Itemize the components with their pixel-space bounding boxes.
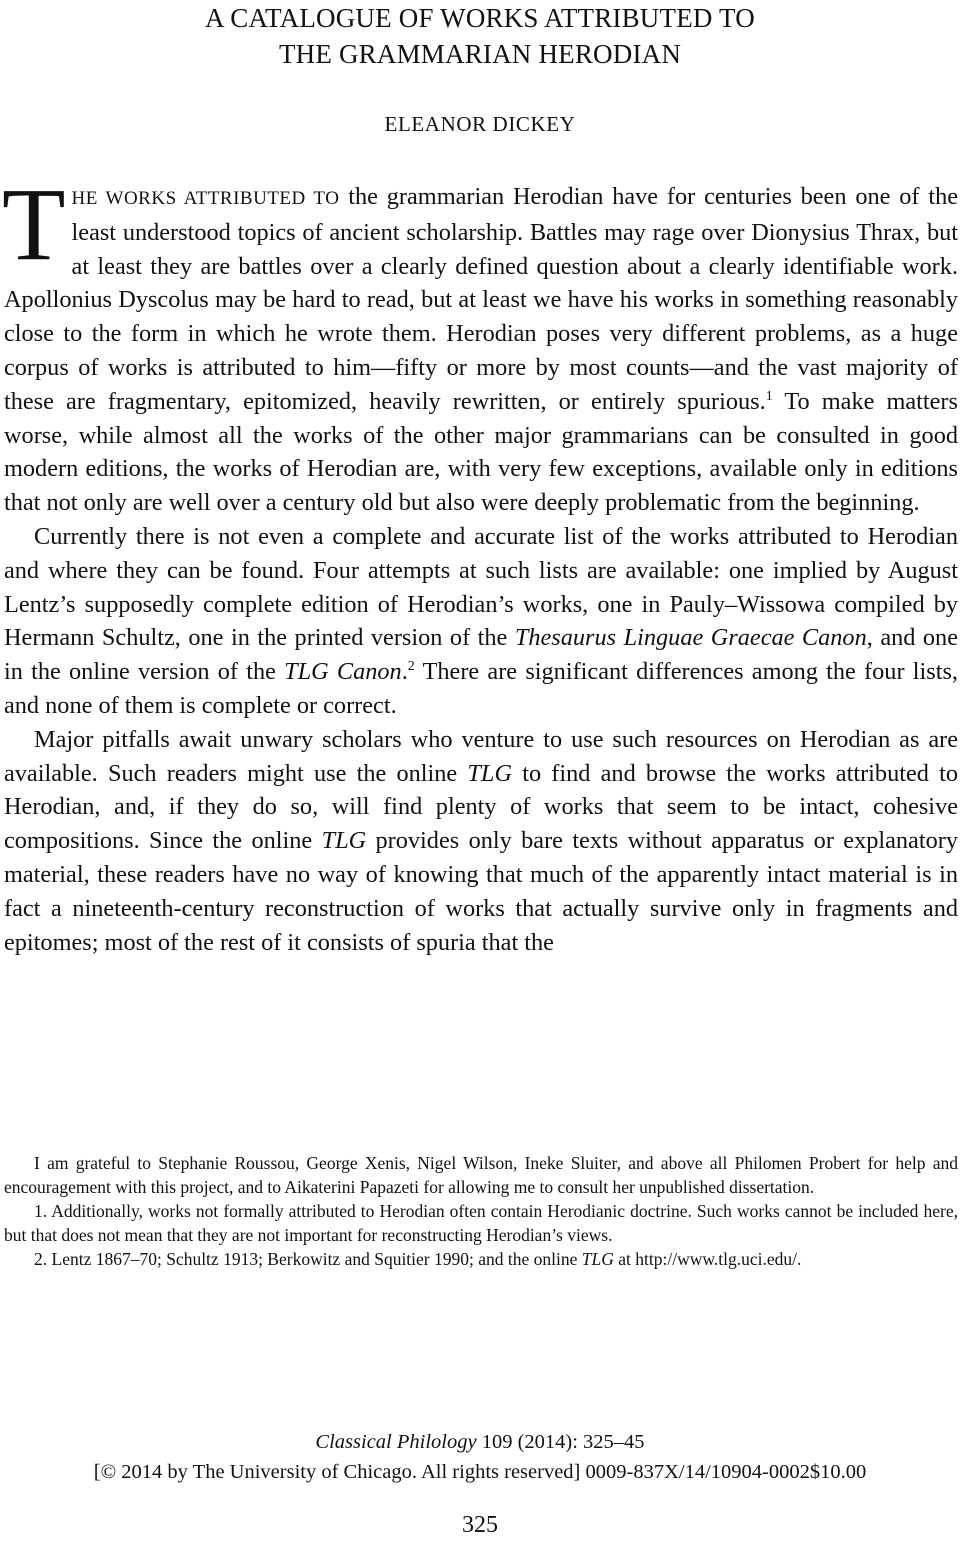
journal-citation (0, 1427, 960, 1487)
footnote-ref-1[interactable]: 1 (765, 388, 773, 404)
article-title-line-1: A CATALOGUE OF WORKS ATTRIBUTED TO (205, 3, 755, 33)
article-body (2, 167, 958, 959)
paragraph-1-text-a: the grammarian Herodian have for centuries been one of the least understood topics of ancient scholarship. Battles may rage over Dionysius Thrax, but at least they are battles over a clearly defined question about a clearly identifiable work. Apollonius Dyscolus may be hard to read, but at least we have his works in something reasonably close to the form in which he wrote them. Herodian poses very different problems, as a huge corpus of works is attributed to him—fifty or more by most counts—and the vast majority of these are fragmentary, epitomized, heavily rewritten, or entirely spurious. (4, 183, 958, 415)
paragraph-2 (4, 520, 958, 723)
footnote-2-tlg: TLG (581, 1249, 614, 1269)
paragraph-3-text-a: Major pitfalls await unwary scholars who venture to use such resources on Herodian as are available. Such readers might use the online (4, 725, 958, 787)
footnote-2-text-a: 2. Lentz 1867–70; Schultz 1913; Berkowitz and Squitier 1990; and the online (34, 1249, 582, 1269)
author-name: ELEANOR DICKEY (384, 112, 576, 136)
paragraph-3-text-c: provides only bare texts without apparatus or explanatory material, these readers have no way of knowing that much of the apparently intact material is in fact a nineteenth-century reconstruction of works that actually survive only in fragments and epitomes; most of the rest of it consists of spuria that the (4, 827, 958, 956)
article-title (0, 0, 960, 72)
tlg-abbrev-2: TLG (321, 827, 367, 855)
paragraph-3 (4, 723, 958, 960)
tlg-abbrev-1: TLG (467, 759, 512, 787)
footnote-acknowledgement: I am grateful to Stephanie Roussou, George Xenis, Nigel Wilson, Ineke Sluiter, and above all Philomen Probert for help and encouragement with this project, and to Aikaterini Papazeti for allowing me to consult her unpublished dissertation. (4, 1153, 958, 1197)
footnote-ref-2[interactable]: 2 (407, 659, 415, 675)
article-title-line-2: THE GRAMMARIAN HERODIAN (278, 39, 682, 69)
paragraph-2-text-a: Currently there is not even a complete and accurate list of the works attributed to Herodian and where they can be found. Four attempts at such lists are available: one implied by August Lentz’s supposedly complete edition of Herodian’s works, one in Pauly–Wissowa compiled by Hermann Schultz, one in the printed version of the (4, 522, 958, 652)
page-number: 325 (462, 1512, 498, 1538)
footnote-1: 1. Additionally, works not formally attributed to Herodian often contain Herodianic doctrine. Such works cannot be included here, but that does not mean that they are not important for reconstructing Herodian’s views. (4, 1201, 958, 1245)
citation-line (0, 1427, 960, 1457)
paragraph-3-text-b: to find and browse the works attributed to Herodian, and, if they do so, will find plenty of works that seem to be intact, cohesive compositions. Since the online (4, 759, 958, 855)
footnotes (4, 1151, 958, 1271)
copyright-line: [© 2014 by The University of Chicago. All rights reserved] 0009-837X/14/10904-0002$10.00 (93, 1461, 867, 1483)
footnote-2 (4, 1247, 958, 1271)
paragraph-2-text-d: There are significant differences among the four lists, and none of them is complete or correct. (4, 658, 958, 719)
journal-name: Classical Philology (315, 1431, 477, 1453)
drop-cap: T (2, 167, 66, 282)
tlg-canon-title: Thesaurus Linguae Graecae Canon (514, 624, 867, 652)
paragraph-1 (2, 167, 958, 520)
tlg-canon-abbrev: TLG Canon (284, 658, 402, 686)
footnote-2-text-b: at http://www.tlg.uci.edu/. (613, 1249, 802, 1269)
journal-volume: 109 (2014): 325–45 (476, 1431, 645, 1453)
opening-small-caps: HE WORKS ATTRIBUTED TO (71, 188, 340, 209)
paragraph-1-text-b: To make matters worse, while almost all the works of the other major grammarians can be consulted in good modern editions, the works of Herodian are, with very few exceptions, available only in editions that not only are well over a century old but also were deeply problematic from the beginning. (4, 387, 958, 517)
paragraph-2-text-b: , and one in the online version of the (4, 624, 958, 686)
paragraph-2-text-c: . (401, 658, 408, 686)
